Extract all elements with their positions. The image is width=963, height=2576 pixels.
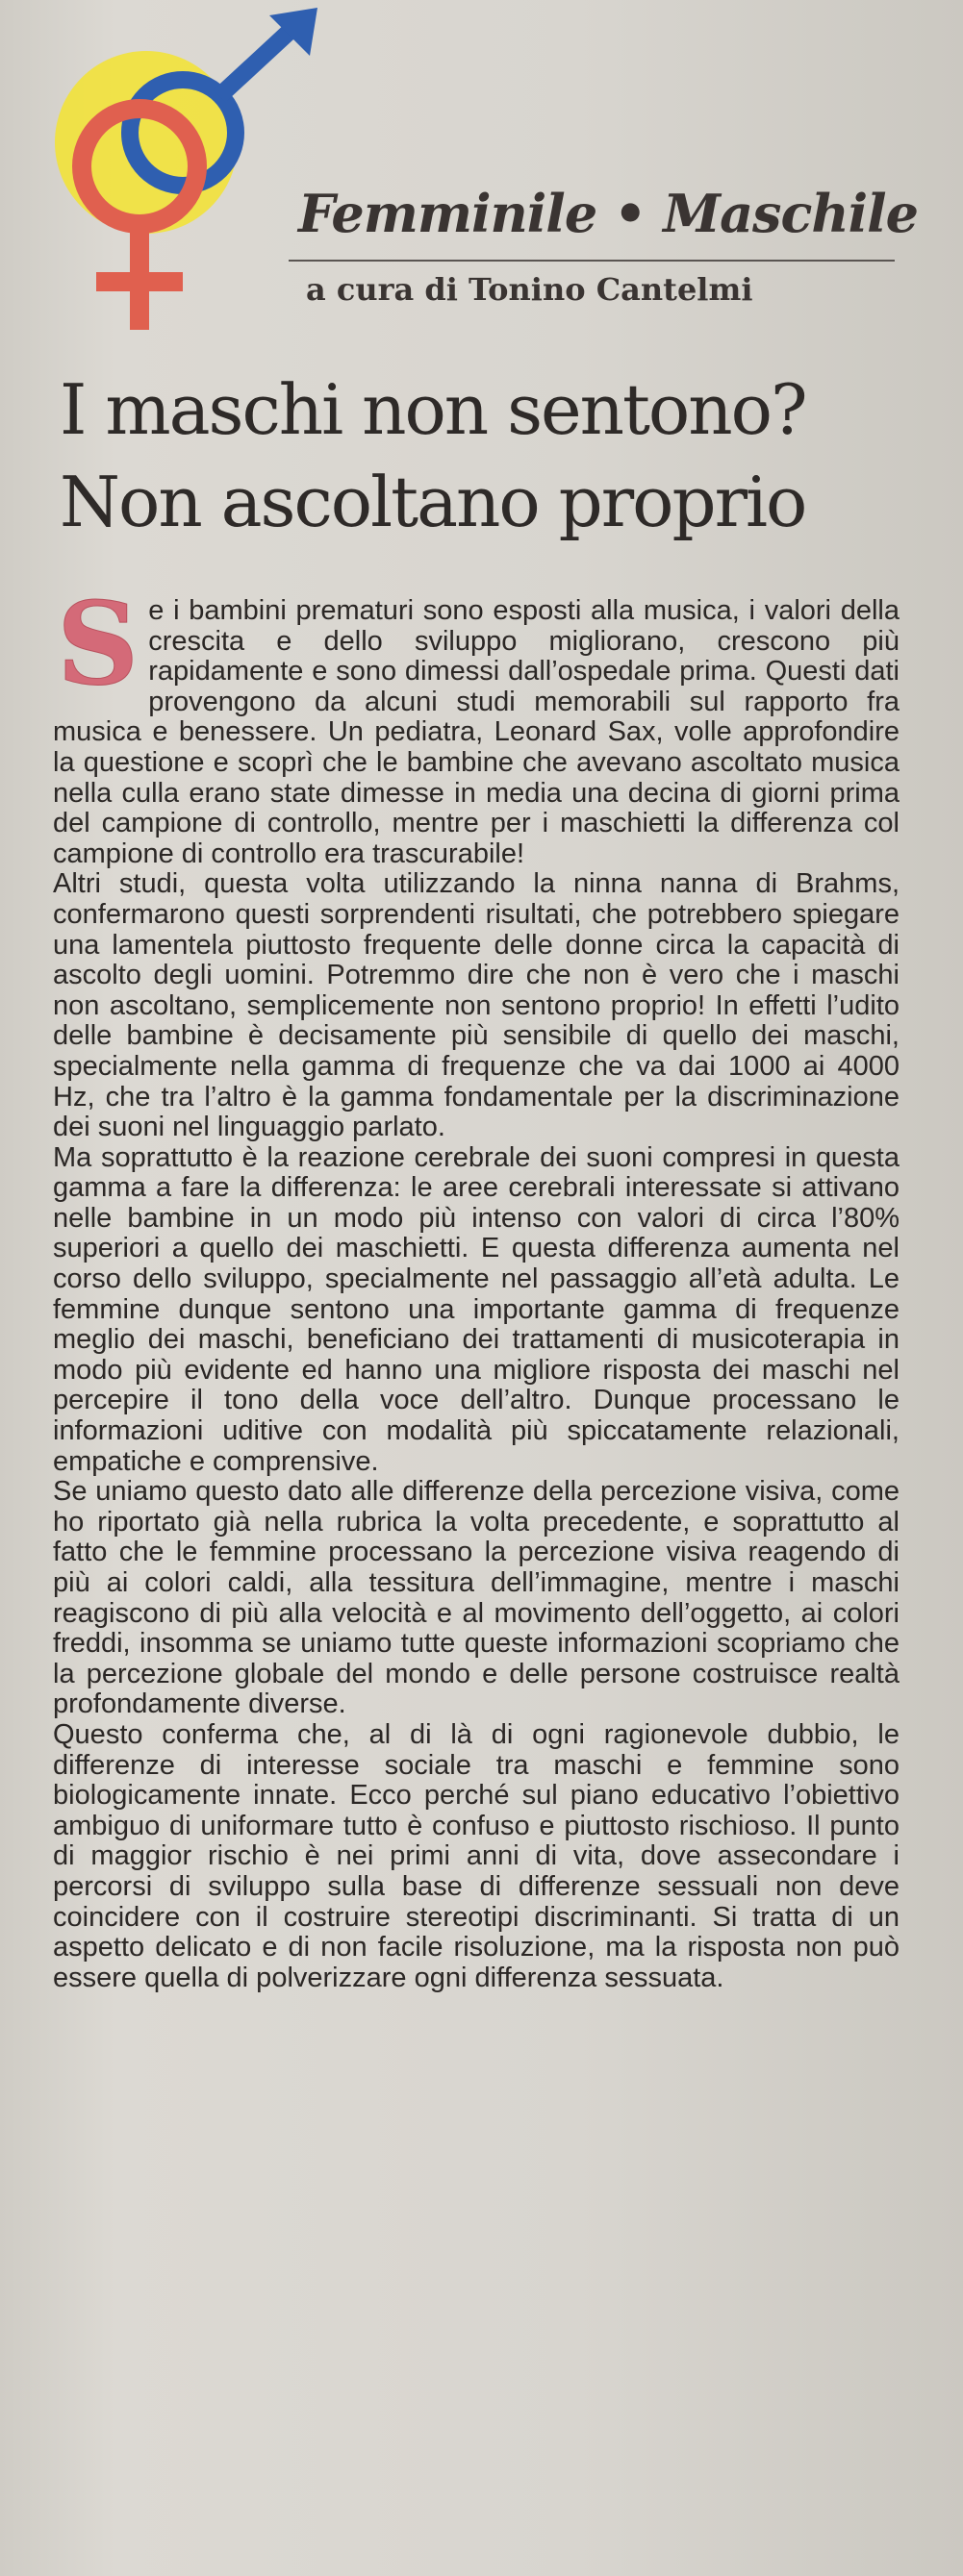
article-paragraph-5: Questo conferma che, al di là di ogni ragionevole dubbio, le differenze di interesse sociale tra maschi e femmine sono biologicamente innate. Ecco perché sul piano educativo l’obiettivo ambiguo di uniformare tutto è confuso e piuttosto rischioso. Il punto di maggior rischio è nei primi anni di vita, dove assecondare i percorsi di sviluppo sulla base di differenze sessuali non deve coincidere con il costruire stereotipi discriminanti. Si tratta di un aspetto delicato e di non facile risoluzione, ma la risposta non può essere quella di polverizzare ogni differenza sessuata.: [53, 1718, 900, 1993]
header-rule: [289, 260, 895, 262]
article-body: [53, 577, 900, 1993]
rubric-title: Femminile • Maschile: [298, 183, 918, 244]
headline-line-2: Non ascoltano proprio: [60, 462, 806, 542]
article-paragraph-4: Se uniamo questo dato alle differenze della percezione visiva, come ho riportato già nella rubrica la volta precedente, e soprattutto al fatto che le femmine processano la percezione visiva reagendo di più ai colori caldi, alla tessitura dell’immagine, mentre i maschi reagiscono di più alla velocità e al movimento dell’oggetto, ai colori freddi, insomma se uniamo tutte queste informazioni scopriamo che la percezione globale del mondo e delle persone costruisce realtà profondamente diverse.: [53, 1476, 900, 1720]
article-paragraph-1-text: e i bambini prematuri sono esposti alla musica, i valori della crescita e dello sviluppo migliorano, crescono più rapidamente e sono dimessi dall’ospedale prima. Questi dati provengono da alcuni studi memorabili sul rapporto fra musica e benessere. Un pediatra, Leonard Sax, volle approfondire la questione e scoprì che le bambine che avevano ascoltato musica nella culla erano state dimesse in media una decina di giorni prima del campione di controllo, mentre per i maschietti la differenza col campione di controllo era trascurabile!: [53, 595, 900, 869]
curator-byline: a cura di Tonino Cantelmi: [306, 271, 753, 308]
drop-cap: S: [57, 577, 139, 711]
male-arrow-shaft: [219, 25, 296, 96]
article-paragraph-2: Altri studi, questa volta utilizzando la ninna nanna di Brahms, confermarono questi sorprendenti risultati, che potrebbero spiegare una lamentela piuttosto frequente delle donne circa la capacità di ascolto degli uomini. Potremmo dire che non è vero che i maschi non ascoltano, semplicemente non sentono proprio! In effetti l’udito delle bambine è decisamente più sensibile di quello dei maschi, specialmente nella gamma di frequenze che va dai 1000 ai 4000 Hz, che tra l’altro è la gamma fondamentale per la discriminazione dei suoni nel linguaggio parlato.: [53, 868, 900, 1143]
article-paragraph-3: Ma soprattutto è la reazione cerebrale dei suoni compresi in questa gamma a fare la differenza: le aree cerebrali interessate si attivano nelle bambine in un modo più intenso con valori di circa l’80% superiori a quello dei maschietti. E questa differenza aumenta nel corso dello sviluppo, specialmente nel passaggio all’età adulta. Le femmine dunque sentono una importante gamma di frequenze meglio dei maschi, beneficiano dei trattamenti di musicoterapia in modo più evidente ed hanno una migliore risposta dei maschi nel percepire il tono della voce dell’altro. Dunque processano le informazioni uditive con modalità più spiccatamente relazionali, empatiche e comprensive.: [53, 1141, 900, 1477]
gender-symbols-icon: [38, 8, 327, 354]
article-paragraph-1: [53, 577, 900, 869]
headline: [60, 363, 906, 548]
headline-line-1: I maschi non sentono?: [60, 369, 806, 450]
